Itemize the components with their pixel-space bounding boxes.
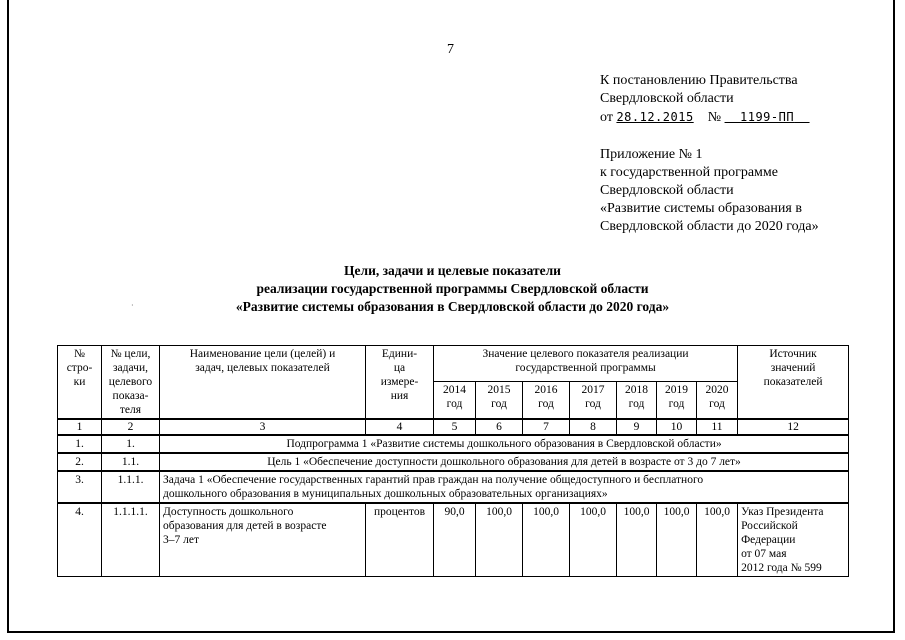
title-line: Цели, задачи и целевые показатели <box>344 263 561 278</box>
header-source: Источник значений показателей <box>738 346 849 420</box>
indicator-value: 100,0 <box>657 503 697 577</box>
indicator-unit: процентов <box>366 503 434 577</box>
indicator-value: 100,0 <box>523 503 570 577</box>
column-number: 1 <box>58 419 102 435</box>
appendix-line: Свердловской области <box>600 183 734 198</box>
appendix-line: Приложение № 1 <box>600 147 703 162</box>
indicator-source: Указ Президента Российской Федерации от 07 мая 2012 года № 599 <box>738 503 849 577</box>
page-number: 7 <box>447 42 454 57</box>
row-code: 1. <box>102 435 160 453</box>
header-row-no: № стро- ки <box>58 346 102 420</box>
resolution-date-line <box>600 108 810 127</box>
column-number: 9 <box>617 419 657 435</box>
indicator-value: 90,0 <box>434 503 476 577</box>
resolution-line: К постановлению Правительства <box>600 73 798 88</box>
header-year: 2020 год <box>697 382 738 419</box>
header-row <box>58 346 849 382</box>
row-number: 3. <box>58 471 102 503</box>
appendix-line: Свердловской области до 2020 года» <box>600 219 819 234</box>
column-number: 3 <box>160 419 366 435</box>
column-number-row <box>58 419 849 435</box>
appendix-line: к государственной программе <box>600 165 778 180</box>
table-row <box>58 453 849 471</box>
header-name: Наименование цели (целей) и задач, целевых показателей <box>160 346 366 420</box>
row-code: 1.1. <box>102 453 160 471</box>
resolution-number: 1199-ПП <box>740 110 795 124</box>
table-row <box>58 503 849 577</box>
resolution-date: 28.12.2015 <box>616 110 694 124</box>
indicator-value: 100,0 <box>697 503 738 577</box>
table-row <box>58 435 849 453</box>
indicator-name: Доступность дошкольного образования для детей в возрасте 3–7 лет <box>160 503 366 577</box>
header-year: 2015 год <box>476 382 523 419</box>
row-number: 2. <box>58 453 102 471</box>
column-number: 7 <box>523 419 570 435</box>
header-unit: Едини- ца измере- ния <box>366 346 434 420</box>
row-code: 1.1.1. <box>102 471 160 503</box>
from-label: от <box>600 110 613 125</box>
header-goal-no: № цели, задачи, целевого показа- теля <box>102 346 160 420</box>
header-year: 2016 год <box>523 382 570 419</box>
row-code: 1.1.1.1. <box>102 503 160 577</box>
indicator-value: 100,0 <box>617 503 657 577</box>
subprogram-title: Подпрограмма 1 «Развитие системы дошкольного образования в Свердловской области» <box>160 435 849 453</box>
indicator-value: 100,0 <box>476 503 523 577</box>
column-number: 5 <box>434 419 476 435</box>
header-year: 2019 год <box>657 382 697 419</box>
title-line: реализации государственной программы Свердловской области <box>256 281 649 296</box>
appendix-line: «Развитие системы образования в <box>600 201 802 216</box>
resolution-reference <box>600 72 810 127</box>
indicator-value: 100,0 <box>570 503 617 577</box>
title-line: «Развитие системы образования в Свердловской области до 2020 года» <box>235 299 670 314</box>
column-number: 12 <box>738 419 849 435</box>
header-year: 2017 год <box>570 382 617 419</box>
number-label: № <box>707 110 722 125</box>
column-number: 4 <box>366 419 434 435</box>
column-number: 6 <box>476 419 523 435</box>
header-value-group: Значение целевого показателя реализации государственной программы <box>434 346 738 382</box>
resolution-line: Свердловской области <box>600 91 734 106</box>
header-year: 2018 год <box>617 382 657 419</box>
table-row <box>58 471 849 503</box>
appendix-reference <box>600 146 819 236</box>
column-number: 8 <box>570 419 617 435</box>
task-title: Задача 1 «Обеспечение государственных гарантий прав граждан на получение общедоступного и бесплатного дошкольного образования в муниципальных дошкольных образовательных организациях» <box>160 471 849 503</box>
header-year: 2014 год <box>434 382 476 419</box>
indicators-table <box>57 345 849 577</box>
row-number: 4. <box>58 503 102 577</box>
column-number: 2 <box>102 419 160 435</box>
column-number: 11 <box>697 419 738 435</box>
goal-title: Цель 1 «Обеспечение доступности дошкольного образования для детей в возрасте от 3 до 7 лет» <box>160 453 849 471</box>
row-number: 1. <box>58 435 102 453</box>
column-number: 10 <box>657 419 697 435</box>
scan-speck: · <box>131 301 134 310</box>
document-title <box>0 262 905 316</box>
